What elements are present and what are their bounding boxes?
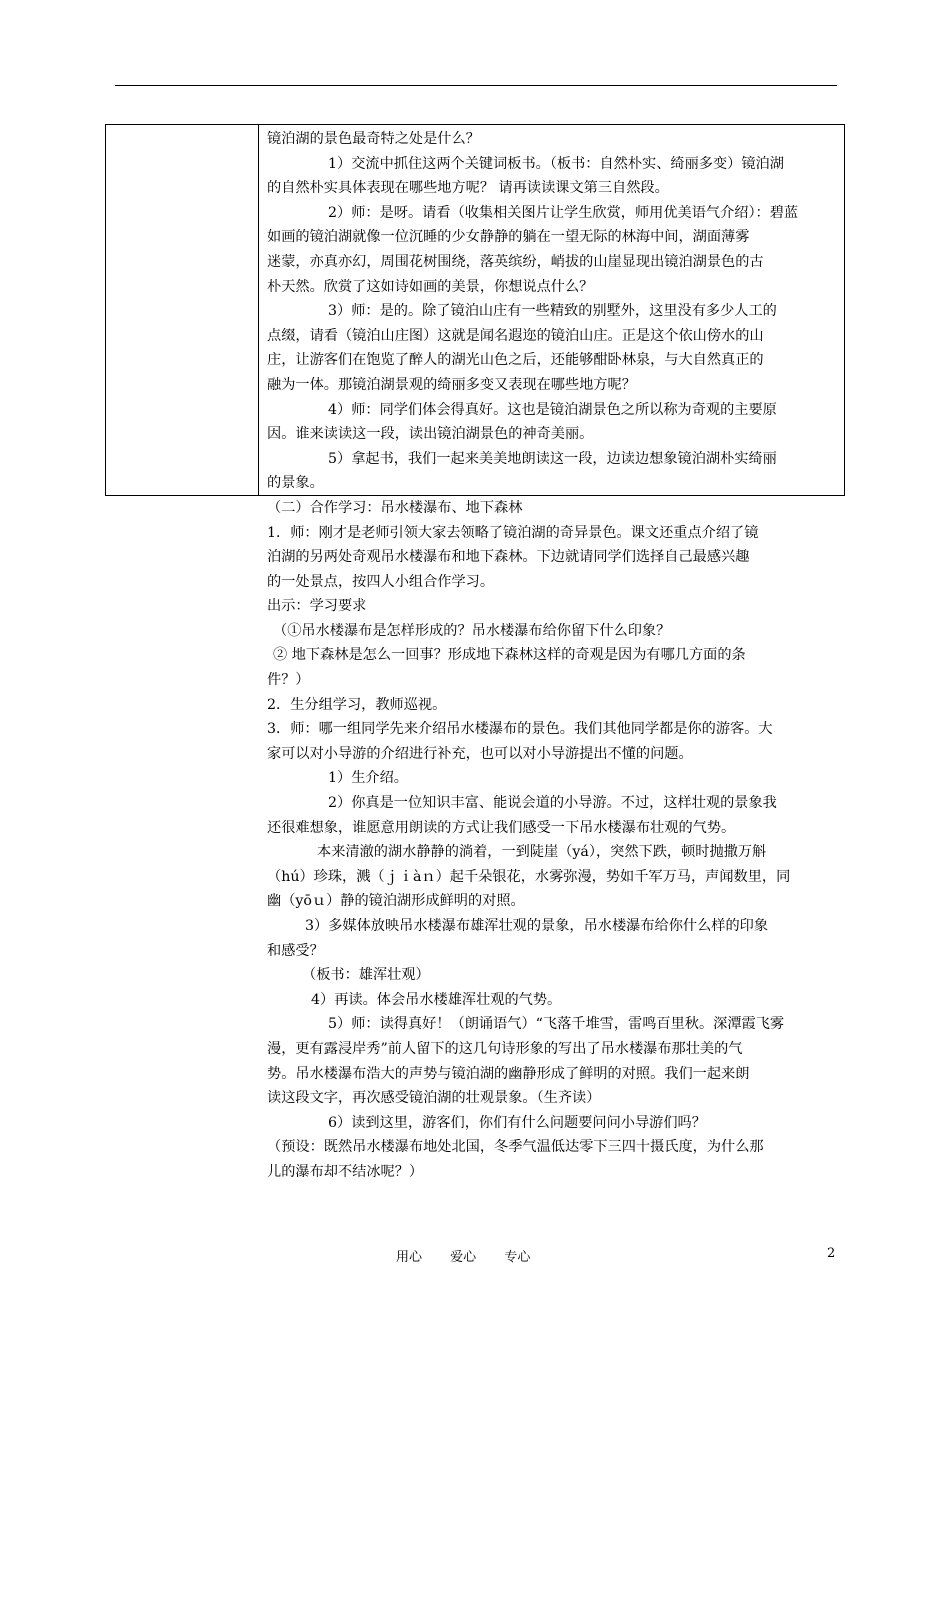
text-line: 因。谁来读读这一段，读出镜泊湖景色的神奇美丽。	[267, 426, 594, 443]
text-line: 3）多媒体放映吊水楼瀑布雄浑壮观的景象，吊水楼瀑布给你什么样的印象	[305, 918, 769, 934]
text-line: 的景象。	[267, 475, 324, 492]
page-number: 2	[827, 1246, 836, 1261]
lesson-table	[105, 124, 845, 1180]
text-line: 本来清澈的湖水静静的淌着，一到陡崖（yá），突然下跌，顿时抛撒万斛	[317, 844, 767, 861]
text-line: 读这段文字，再次感受镜泊湖的壮观景象。（生齐读）	[267, 1090, 601, 1107]
text-line: 2）你真是一位知识丰富、能说会道的小导游。不过，这样壮观的景象我	[328, 795, 777, 812]
table-left-column	[106, 125, 259, 495]
text-line: 漫，更有露浸岸秀”前人留下的这几句诗形象的写出了吊水楼瀑布那壮美的气	[267, 1040, 743, 1057]
text-line: 件？）	[267, 672, 310, 689]
text-line: 的自然朴实具体表现在哪些地方呢？ 请再读读课文第三自然段。	[267, 180, 669, 197]
text-line: （板书：雄浑壮观）	[302, 967, 430, 984]
text-line: （预设：既然吊水楼瀑布地处北国，冬季气温低达零下三四十摄氏度，为什么那	[267, 1139, 764, 1156]
text-line: 点缀，请看（镜泊山庄图）这就是闻名遐迩的镜泊山庄。正是这个依山傍水的山	[267, 327, 764, 344]
text-line: 4）再读。体会吊水楼雄浑壮观的气势。	[311, 991, 562, 1008]
text-line: 1）交流中抓住这两个关键词板书。（板书：自然朴实、绮丽多变）镜泊湖	[328, 155, 784, 172]
text-line: 势。吊水楼瀑布浩大的声势与镜泊湖的幽静形成了鲜明的对照。我们一起来朗	[267, 1065, 750, 1082]
text-line: 3．师：哪一组同学先来介绍吊水楼瀑布的景色。我们其他同学都是你的游客。大	[267, 721, 773, 738]
text-line: （①吊水楼瀑布是怎样形成的？吊水楼瀑布给你留下什么印象？	[273, 622, 671, 639]
footer-slogan	[396, 1246, 554, 1265]
text-line: 朴天然。欣赏了这如诗如画的美景，你想说点什么？	[267, 278, 594, 295]
text-line: 5）师：读得真好！（朗诵语气）“飞落千堆雪，雷鸣百里秋。深潭霞飞雾	[328, 1016, 785, 1033]
header-rule	[115, 85, 837, 86]
text-line: 1）生介绍。	[328, 770, 408, 787]
text-line: 泊湖的另两处奇观吊水楼瀑布和地下森林。下边就请同学们选择自己最感兴趣	[267, 549, 750, 566]
text-line: 2．生分组学习，教师巡视。	[267, 696, 447, 713]
text-line: 迷蒙，亦真亦幻，周围花树围绕，落英缤纷，峭拔的山崖显现出镜泊湖景色的古	[267, 253, 764, 270]
text-line: 庄，让游客们在饱览了醉人的湖光山色之后，还能够酣卧林泉，与大自然真正的	[267, 352, 764, 369]
text-line: 和感受？	[267, 942, 324, 959]
text-line: 融为一体。那镜泊湖景观的绮丽多变又表现在哪些地方呢？	[267, 376, 636, 393]
text-line: （hú）珍珠，溅（ｊｉàｎ）起千朵银花，水雾弥漫，势如千军万马，声闻数里，同	[267, 868, 791, 885]
text-line: ② 地下森林是怎么一回事？形成地下森林这样的奇观是因为有哪几方面的条	[273, 647, 746, 664]
lesson-content-cell	[267, 127, 841, 1621]
text-line: 还很难想象，谁愿意用朗读的方式让我们感受一下吊水楼瀑布壮观的气势。	[267, 819, 736, 836]
text-line: 5）拿起书，我们一起来美美地朗读这一段，边读边想象镜泊湖朴实绮丽	[328, 450, 777, 467]
text-line: 6）读到这里，游客们，你们有什么问题要问问小导游们吗？	[328, 1114, 706, 1131]
text-line: 如画的镜泊湖就像一位沉睡的少女静静的躺在一望无际的林海中间，湖面薄雾	[267, 229, 750, 246]
text-line: 出示：学习要求	[267, 598, 367, 615]
footer-word: 爱心	[450, 1250, 477, 1265]
text-line: 幽（yōｕ）静的镜泊湖形成鲜明的对照。	[267, 893, 525, 910]
footer-word: 用心	[396, 1250, 423, 1265]
text-line: 镜泊湖的景色最奇特之处是什么？	[267, 131, 480, 147]
text-line: 家可以对小导游的介绍进行补充，也可以对小导游提出不懂的问题。	[267, 745, 693, 762]
text-line: 1．师：刚才是老师引领大家去领略了镜泊湖的奇异景色。课文还重点介绍了镜	[267, 524, 759, 541]
text-line: 4）师：同学们体会得真好。这也是镜泊湖景色之所以称为奇观的主要原	[328, 401, 777, 418]
text-line: 的一处景点，按四人小组合作学习。	[267, 573, 495, 590]
text-line: 儿的瀑布却不结冰呢？）	[267, 1163, 424, 1180]
section-heading: （二）合作学习：吊水楼瀑布、地下森林	[267, 499, 523, 516]
text-line: 2）师：是呀。请看（收集相关图片让学生欣赏，师用优美语气介绍）：碧蓝	[328, 204, 799, 221]
text-line: 3）师：是的。除了镜泊山庄有一些精致的别墅外，这里没有多少人工的	[328, 303, 777, 320]
footer-word: 专心	[504, 1250, 531, 1265]
